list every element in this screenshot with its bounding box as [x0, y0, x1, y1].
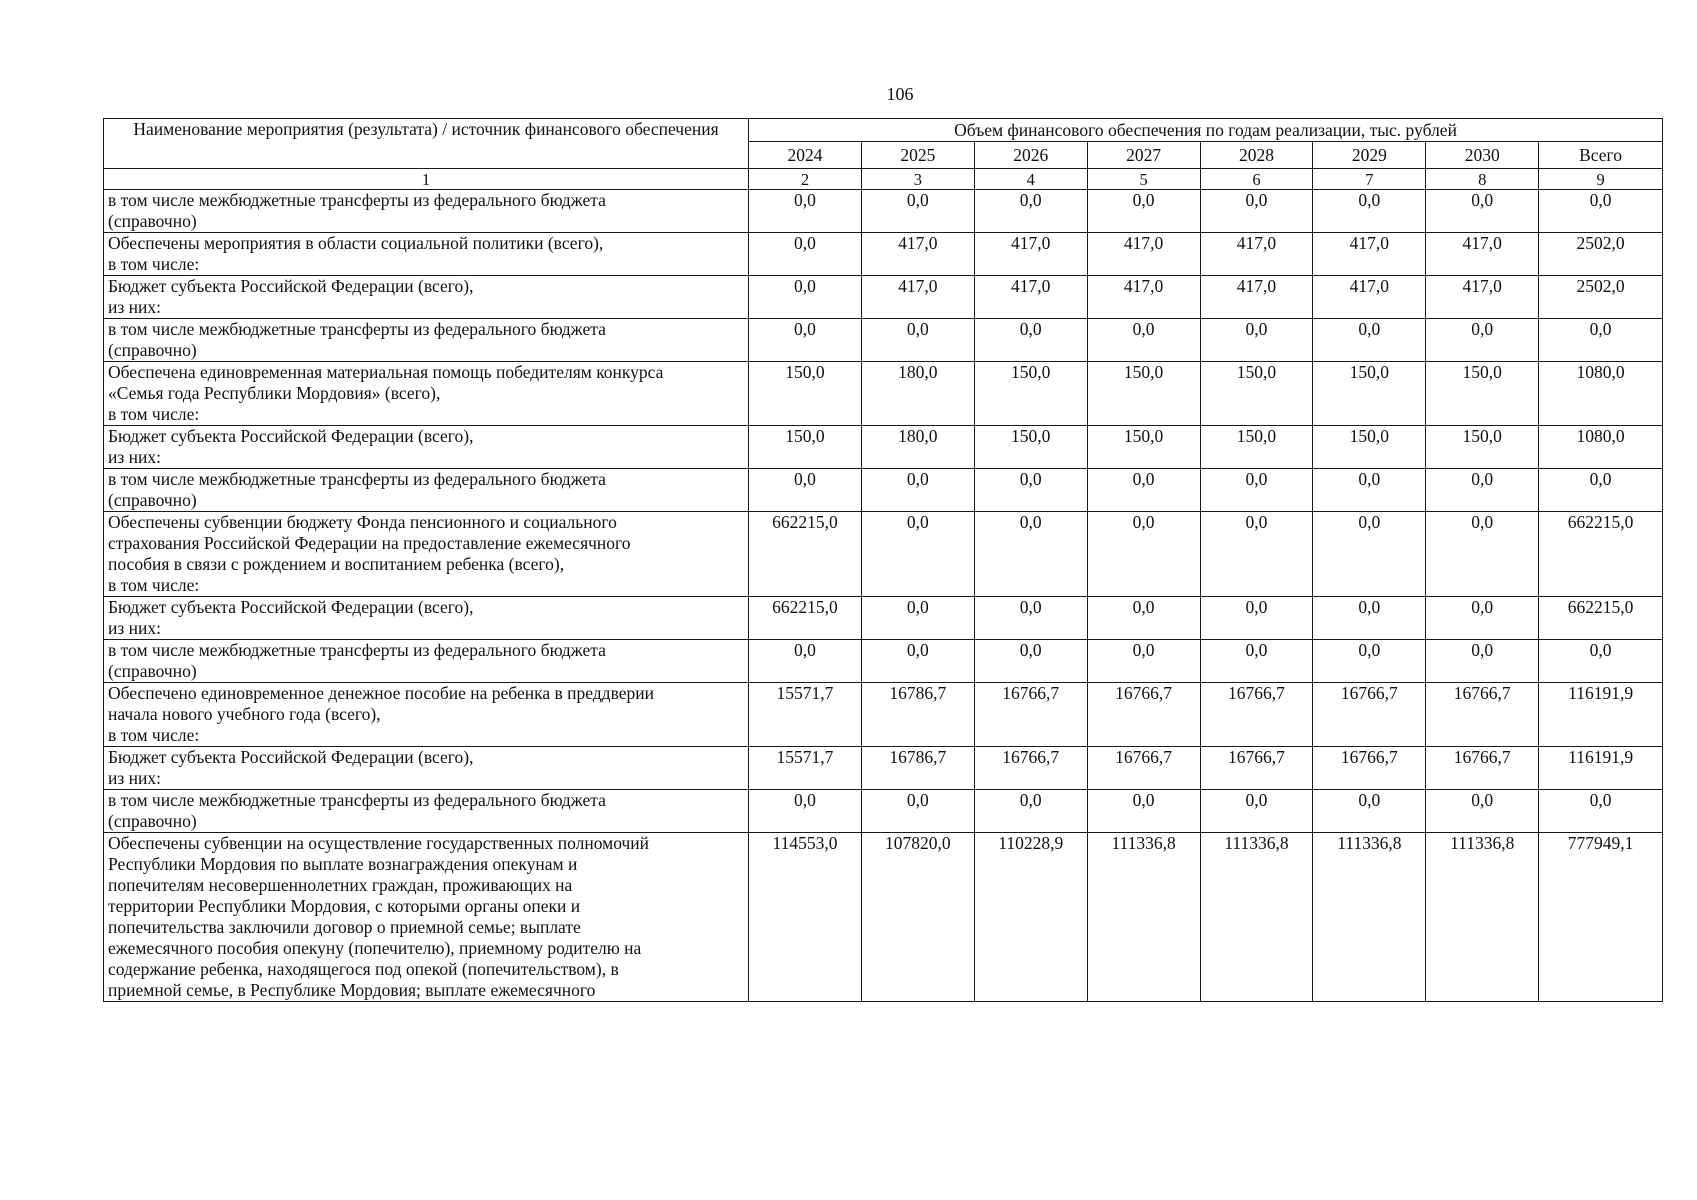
value-cell: 16766,7: [1200, 683, 1313, 747]
total-cell: 0,0: [1539, 790, 1663, 833]
row-name: [104, 362, 749, 426]
row-name-line: страхования Российской Федерации на предоставление ежемесячного: [108, 533, 631, 553]
column-number: 5: [1087, 169, 1200, 190]
row-name: [104, 790, 749, 833]
value-cell: 16766,7: [1426, 683, 1539, 747]
value-cell: 0,0: [1087, 597, 1200, 640]
value-cell: 16786,7: [861, 747, 974, 790]
value-cell: 150,0: [974, 426, 1087, 469]
row-name-line: из них:: [108, 297, 161, 317]
column-number: 3: [861, 169, 974, 190]
row-name-line: начала нового учебного года (всего),: [108, 704, 381, 724]
value-cell: 16766,7: [1087, 747, 1200, 790]
row-name: [104, 190, 749, 233]
value-cell: 16766,7: [974, 683, 1087, 747]
table-row: [104, 790, 1663, 833]
table-row: [104, 597, 1663, 640]
value-cell: 111336,8: [1200, 833, 1313, 1002]
value-cell: 0,0: [1087, 469, 1200, 512]
value-cell: 0,0: [1087, 319, 1200, 362]
total-cell: 662215,0: [1539, 512, 1663, 597]
value-cell: 110228,9: [974, 833, 1087, 1002]
header-year: 2026: [974, 142, 1087, 169]
total-cell: 0,0: [1539, 469, 1663, 512]
row-name-line: (справочно): [108, 340, 197, 360]
value-cell: 0,0: [749, 319, 862, 362]
value-cell: 111336,8: [1087, 833, 1200, 1002]
header-year: 2028: [1200, 142, 1313, 169]
total-cell: 0,0: [1539, 640, 1663, 683]
value-cell: 0,0: [1200, 469, 1313, 512]
value-cell: 0,0: [1313, 190, 1426, 233]
header-total: Всего: [1539, 142, 1663, 169]
column-number: 7: [1313, 169, 1426, 190]
value-cell: 0,0: [749, 640, 862, 683]
row-name-line: из них:: [108, 618, 161, 638]
row-name: [104, 426, 749, 469]
row-name-line: территории Республики Мордовия, с которыми органы опеки и: [108, 896, 581, 916]
column-number: 6: [1200, 169, 1313, 190]
value-cell: 417,0: [861, 233, 974, 276]
value-cell: 0,0: [749, 276, 862, 319]
table-row: [104, 469, 1663, 512]
value-cell: 111336,8: [1426, 833, 1539, 1002]
row-name-line: Бюджет субъекта Российской Федерации (всего),: [108, 597, 474, 617]
total-cell: 0,0: [1539, 190, 1663, 233]
value-cell: 417,0: [1200, 233, 1313, 276]
table-row: [104, 512, 1663, 597]
value-cell: 16766,7: [1313, 747, 1426, 790]
row-name-line: (справочно): [108, 211, 197, 231]
value-cell: 0,0: [1200, 790, 1313, 833]
value-cell: 417,0: [974, 276, 1087, 319]
row-name-line: в том числе межбюджетные трансферты из федерального бюджета: [108, 469, 606, 489]
value-cell: 0,0: [1313, 512, 1426, 597]
row-name-line: из них:: [108, 447, 161, 467]
value-cell: 0,0: [1313, 469, 1426, 512]
value-cell: 417,0: [1087, 233, 1200, 276]
row-name-line: Бюджет субъекта Российской Федерации (всего),: [108, 276, 474, 296]
value-cell: 0,0: [861, 790, 974, 833]
value-cell: 0,0: [974, 512, 1087, 597]
value-cell: 0,0: [1087, 790, 1200, 833]
value-cell: 0,0: [861, 469, 974, 512]
value-cell: 0,0: [1426, 319, 1539, 362]
row-name-line: Бюджет субъекта Российской Федерации (всего),: [108, 426, 474, 446]
column-number: 8: [1426, 169, 1539, 190]
value-cell: 150,0: [1426, 426, 1539, 469]
table-row: [104, 319, 1663, 362]
header-year: 2027: [1087, 142, 1200, 169]
row-name-line: ежемесячного пособия опекуну (попечителю), приемному родителю на: [108, 938, 642, 958]
value-cell: 0,0: [861, 640, 974, 683]
row-name-line: в том числе межбюджетные трансферты из федерального бюджета: [108, 790, 606, 810]
row-name-line: Бюджет субъекта Российской Федерации (всего),: [108, 747, 474, 767]
total-cell: 2502,0: [1539, 233, 1663, 276]
value-cell: 662215,0: [749, 597, 862, 640]
value-cell: 0,0: [749, 233, 862, 276]
row-name: [104, 469, 749, 512]
row-name-line: в том числе:: [108, 254, 200, 274]
value-cell: 0,0: [1313, 319, 1426, 362]
value-cell: 150,0: [1087, 426, 1200, 469]
column-number: 4: [974, 169, 1087, 190]
total-cell: 116191,9: [1539, 683, 1663, 747]
row-name-line: пособия в связи с рождением и воспитанием ребенка (всего),: [108, 554, 565, 574]
value-cell: 0,0: [861, 190, 974, 233]
value-cell: 0,0: [1313, 597, 1426, 640]
value-cell: 150,0: [1087, 362, 1200, 426]
value-cell: 180,0: [861, 426, 974, 469]
row-name: [104, 597, 749, 640]
value-cell: 0,0: [1087, 190, 1200, 233]
value-cell: 0,0: [1426, 512, 1539, 597]
value-cell: 150,0: [1313, 362, 1426, 426]
row-name-line: Обеспечены субвенции бюджету Фонда пенсионного и социального: [108, 512, 617, 532]
row-name: [104, 319, 749, 362]
value-cell: 0,0: [974, 790, 1087, 833]
value-cell: 0,0: [861, 597, 974, 640]
value-cell: 150,0: [974, 362, 1087, 426]
value-cell: 150,0: [1313, 426, 1426, 469]
value-cell: 662215,0: [749, 512, 862, 597]
row-name-line: в том числе межбюджетные трансферты из федерального бюджета: [108, 640, 606, 660]
row-name-line: Обеспечены субвенции на осуществление государственных полномочий: [108, 833, 650, 853]
total-cell: 2502,0: [1539, 276, 1663, 319]
value-cell: 0,0: [1087, 512, 1200, 597]
value-cell: 150,0: [1200, 362, 1313, 426]
column-number: 9: [1539, 169, 1663, 190]
value-cell: 16766,7: [1200, 747, 1313, 790]
header-group-title: Объем финансового обеспечения по годам реализации, тыс. рублей: [749, 119, 1663, 142]
value-cell: 0,0: [1200, 640, 1313, 683]
table-row: [104, 683, 1663, 747]
value-cell: 0,0: [1426, 469, 1539, 512]
row-name: [104, 233, 749, 276]
column-number: 1: [104, 169, 749, 190]
row-name-line: «Семья года Республики Мордовия» (всего),: [108, 383, 441, 403]
column-number-row: [104, 169, 1663, 190]
row-name-line: приемной семье, в Республике Мордовия; выплате ежемесячного: [108, 980, 596, 1000]
row-name-line: Республики Мордовия по выплате вознаграждения опекунам и: [108, 854, 578, 874]
row-name: [104, 747, 749, 790]
row-name: [104, 276, 749, 319]
table-row: [104, 747, 1663, 790]
total-cell: 116191,9: [1539, 747, 1663, 790]
row-name-line: Обеспечено единовременное денежное пособие на ребенка в преддверии: [108, 683, 654, 703]
value-cell: 0,0: [974, 469, 1087, 512]
row-name-line: в том числе межбюджетные трансферты из федерального бюджета: [108, 190, 606, 210]
value-cell: 0,0: [1200, 319, 1313, 362]
row-name-line: попечителям несовершеннолетних граждан, проживающих на: [108, 875, 573, 895]
value-cell: 0,0: [749, 469, 862, 512]
value-cell: 150,0: [749, 426, 862, 469]
value-cell: 16766,7: [1426, 747, 1539, 790]
value-cell: 0,0: [974, 640, 1087, 683]
row-name-line: (справочно): [108, 661, 197, 681]
value-cell: 0,0: [1200, 597, 1313, 640]
value-cell: 16766,7: [1313, 683, 1426, 747]
value-cell: 417,0: [1313, 233, 1426, 276]
value-cell: 0,0: [1426, 190, 1539, 233]
row-name: [104, 512, 749, 597]
row-name-line: Обеспечены мероприятия в области социальной политики (всего),: [108, 233, 604, 253]
value-cell: 150,0: [1200, 426, 1313, 469]
table-row: [104, 276, 1663, 319]
value-cell: 0,0: [1313, 640, 1426, 683]
value-cell: 417,0: [1087, 276, 1200, 319]
value-cell: 111336,8: [1313, 833, 1426, 1002]
total-cell: 777949,1: [1539, 833, 1663, 1002]
total-cell: 0,0: [1539, 319, 1663, 362]
total-cell: 1080,0: [1539, 426, 1663, 469]
value-cell: 107820,0: [861, 833, 974, 1002]
value-cell: 15571,7: [749, 683, 862, 747]
row-name-line: в том числе:: [108, 575, 200, 595]
table-row: [104, 426, 1663, 469]
value-cell: 0,0: [1200, 512, 1313, 597]
value-cell: 16766,7: [1087, 683, 1200, 747]
row-name-line: (справочно): [108, 490, 197, 510]
row-name-line: содержание ребенка, находящегося под опекой (попечительством), в: [108, 959, 619, 979]
total-cell: 1080,0: [1539, 362, 1663, 426]
value-cell: 0,0: [749, 790, 862, 833]
value-cell: 0,0: [1200, 190, 1313, 233]
value-cell: 417,0: [1426, 276, 1539, 319]
value-cell: 417,0: [1426, 233, 1539, 276]
value-cell: 0,0: [1087, 640, 1200, 683]
value-cell: 417,0: [861, 276, 974, 319]
row-name-line: Обеспечена единовременная материальная помощь победителям конкурса: [108, 362, 664, 382]
row-name-line: в том числе межбюджетные трансферты из федерального бюджета: [108, 319, 606, 339]
table-row: [104, 640, 1663, 683]
page-number: 106: [886, 84, 914, 104]
value-cell: 150,0: [749, 362, 862, 426]
row-name: [104, 833, 749, 1002]
value-cell: 417,0: [1200, 276, 1313, 319]
value-cell: 417,0: [1313, 276, 1426, 319]
value-cell: 0,0: [861, 512, 974, 597]
value-cell: 0,0: [1426, 640, 1539, 683]
row-name: [104, 683, 749, 747]
table-row: [104, 190, 1663, 233]
value-cell: 0,0: [749, 190, 862, 233]
value-cell: 0,0: [1426, 597, 1539, 640]
table-row: [104, 362, 1663, 426]
value-cell: 180,0: [861, 362, 974, 426]
row-name-line: в том числе:: [108, 725, 200, 745]
total-cell: 662215,0: [1539, 597, 1663, 640]
table-row: [104, 233, 1663, 276]
header-year: 2024: [749, 142, 862, 169]
header-name-column: Наименование мероприятия (результата) / источник финансового обеспечения: [104, 119, 749, 169]
value-cell: 0,0: [1426, 790, 1539, 833]
row-name: [104, 640, 749, 683]
financing-table: [103, 118, 1663, 1002]
row-name-line: из них:: [108, 768, 161, 788]
column-number: 2: [749, 169, 862, 190]
value-cell: 114553,0: [749, 833, 862, 1002]
value-cell: 0,0: [861, 319, 974, 362]
row-name-line: в том числе:: [108, 404, 200, 424]
value-cell: 150,0: [1426, 362, 1539, 426]
value-cell: 15571,7: [749, 747, 862, 790]
value-cell: 417,0: [974, 233, 1087, 276]
value-cell: 16786,7: [861, 683, 974, 747]
value-cell: 0,0: [974, 319, 1087, 362]
table-row: [104, 833, 1663, 1002]
value-cell: 16766,7: [974, 747, 1087, 790]
value-cell: 0,0: [974, 597, 1087, 640]
header-year: 2025: [861, 142, 974, 169]
header-year: 2029: [1313, 142, 1426, 169]
value-cell: 0,0: [974, 190, 1087, 233]
header-year: 2030: [1426, 142, 1539, 169]
row-name-line: попечительства заключили договор о приемной семье; выплате: [108, 917, 581, 937]
value-cell: 0,0: [1313, 790, 1426, 833]
row-name-line: (справочно): [108, 811, 197, 831]
